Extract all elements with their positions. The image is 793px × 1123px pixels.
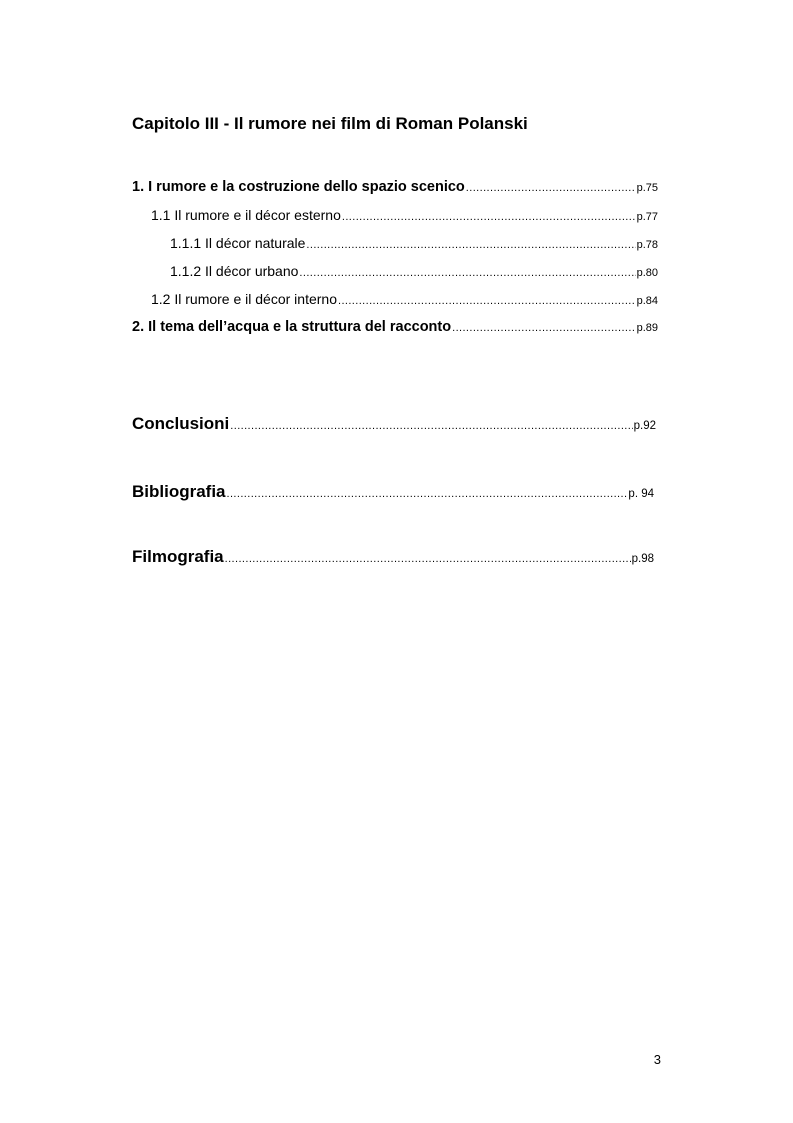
dot-leader bbox=[306, 239, 635, 251]
dot-leader bbox=[225, 553, 631, 565]
page-number: 3 bbox=[653, 1052, 661, 1067]
toc-section-label: Filmografia bbox=[132, 547, 224, 566]
toc-section-label: Conclusioni bbox=[132, 414, 230, 433]
dot-leader bbox=[299, 267, 635, 279]
toc-entry bbox=[132, 319, 658, 335]
toc-entry bbox=[151, 207, 658, 223]
toc-entry-page: p.77 bbox=[636, 211, 658, 223]
toc-entry-page: p.78 bbox=[636, 239, 658, 251]
toc-entry-label: 1. I rumore e la costruzione dello spazio scenico bbox=[132, 179, 465, 195]
dot-leader bbox=[227, 488, 628, 500]
toc-entry bbox=[170, 235, 658, 251]
toc-entry-label: 1.2 Il rumore e il décor interno bbox=[151, 291, 337, 307]
toc-section-label: Bibliografia bbox=[132, 482, 226, 501]
dot-leader bbox=[466, 182, 636, 194]
dot-leader bbox=[338, 295, 636, 307]
toc-entry-label: 2. Il tema dell’acqua e la struttura del racconto bbox=[132, 319, 452, 335]
toc-entry-page: p.84 bbox=[636, 295, 658, 307]
toc-entry-label: 1.1 Il rumore e il décor esterno bbox=[151, 207, 341, 223]
dot-leader bbox=[342, 211, 636, 223]
dot-leader bbox=[230, 420, 632, 432]
toc-section-page: p.92 bbox=[633, 420, 656, 432]
toc-entry bbox=[151, 291, 658, 307]
chapter-title: Capitolo III - Il rumore nei film di Roman Polanski bbox=[132, 114, 528, 133]
dot-leader bbox=[452, 322, 635, 334]
toc-entry-page: p.80 bbox=[636, 267, 658, 279]
toc-section-bibliografia bbox=[132, 482, 654, 502]
toc-entry-label: 1.1.1 Il décor naturale bbox=[170, 235, 306, 251]
toc-entry-page: p.89 bbox=[636, 322, 658, 334]
toc-section-page: p. 94 bbox=[628, 488, 654, 500]
toc-section-filmografia bbox=[132, 547, 654, 567]
toc-section-page: p.98 bbox=[631, 553, 654, 565]
toc-entry-page: p.75 bbox=[636, 182, 658, 194]
toc-entry-label: 1.1.2 Il décor urbano bbox=[170, 263, 299, 279]
toc-entry bbox=[170, 263, 658, 279]
toc-section-conclusioni bbox=[132, 414, 656, 434]
toc-entry bbox=[132, 179, 658, 195]
